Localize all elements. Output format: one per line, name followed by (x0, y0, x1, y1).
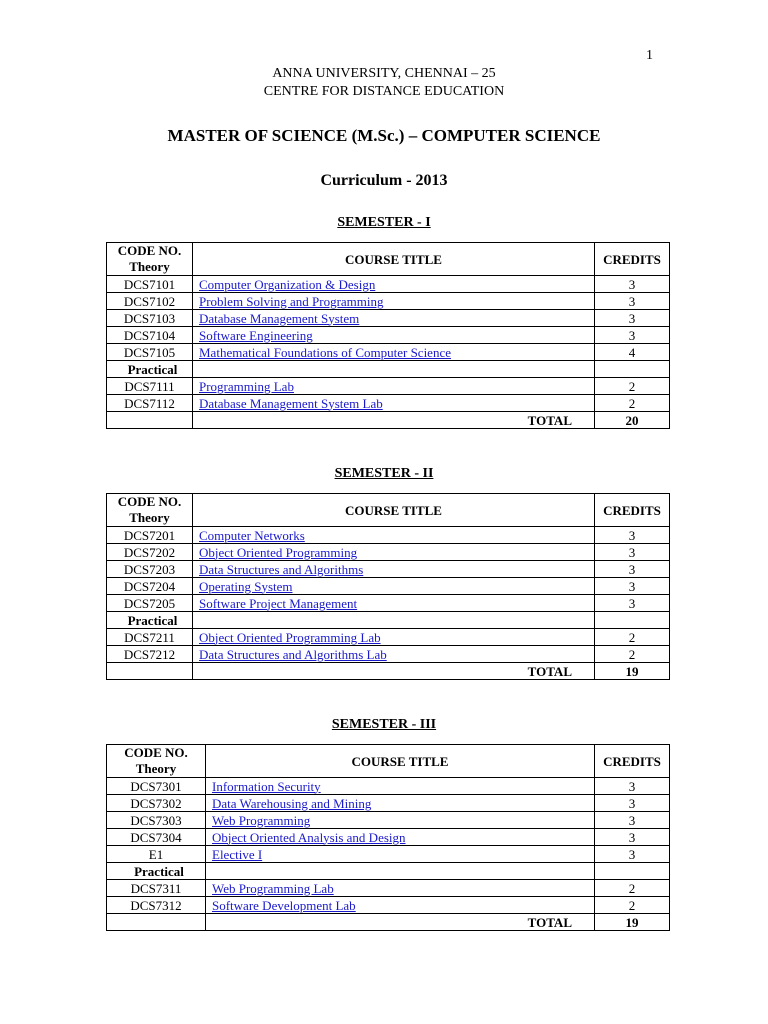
course-credits: 3 (595, 310, 670, 327)
course-title-cell (206, 778, 595, 795)
course-title-cell (206, 897, 595, 914)
code-header (107, 494, 193, 527)
course-code: DCS7302 (107, 795, 206, 812)
table-row (107, 778, 670, 795)
course-title-cell (193, 310, 595, 327)
course-title-cell (193, 595, 595, 612)
table-row (107, 344, 670, 361)
course-code: DCS7204 (107, 578, 193, 595)
course-code: DCS7104 (107, 327, 193, 344)
practical-row (107, 612, 670, 629)
table-row (107, 829, 670, 846)
course-title-link[interactable]: Information Security (212, 778, 321, 794)
course-title-cell (193, 646, 595, 663)
course-code: DCS7112 (107, 395, 193, 412)
course-title-cell (193, 293, 595, 310)
empty-cell (193, 612, 595, 629)
course-title-link[interactable]: Operating System (199, 578, 293, 594)
course-code: DCS7312 (107, 897, 206, 914)
course-credits: 2 (595, 629, 670, 646)
credits-header: CREDITS (595, 243, 670, 276)
course-credits: 3 (595, 578, 670, 595)
course-credits: 3 (595, 293, 670, 310)
course-title-link[interactable]: Data Warehousing and Mining (212, 795, 372, 811)
table-row (107, 327, 670, 344)
course-title-link[interactable]: Software Project Management (199, 595, 358, 611)
course-title-link[interactable]: Object Oriented Programming Lab (199, 629, 381, 645)
course-title-cell (206, 795, 595, 812)
course-title-cell (193, 544, 595, 561)
course-code: DCS7212 (107, 646, 193, 663)
course-title-link[interactable]: Database Management System Lab (199, 395, 383, 411)
centre-name: CENTRE FOR DISTANCE EDUCATION (263, 84, 505, 99)
code-no-label: CODE NO. (117, 243, 182, 258)
empty-cell (107, 663, 193, 680)
course-title-link[interactable]: Elective I (212, 846, 263, 862)
course-credits: 3 (595, 595, 670, 612)
total-label: TOTAL (206, 914, 595, 931)
empty-cell (595, 361, 670, 378)
table-row (107, 846, 670, 863)
empty-cell (107, 412, 193, 429)
practical-label: Practical (107, 612, 193, 629)
course-title-link[interactable]: Web Programming (212, 812, 311, 828)
course-title-cell (193, 327, 595, 344)
course-title-cell (193, 561, 595, 578)
course-title-link[interactable]: Software Development Lab (212, 897, 356, 913)
course-credits: 4 (595, 344, 670, 361)
table-header (107, 745, 670, 778)
course-code: DCS7103 (107, 310, 193, 327)
university-name: ANNA UNIVERSITY, CHENNAI – 25 (272, 66, 496, 81)
table-row (107, 812, 670, 829)
code-header (107, 745, 206, 778)
course-credits: 2 (595, 378, 670, 395)
table-header (107, 243, 670, 276)
course-credits: 3 (595, 544, 670, 561)
total-credits: 20 (595, 412, 670, 429)
course-credits: 3 (595, 829, 670, 846)
curriculum-title: Curriculum - 2013 (320, 172, 448, 189)
total-credits: 19 (595, 663, 670, 680)
course-code: DCS7304 (107, 829, 206, 846)
table-row (107, 527, 670, 544)
course-title-cell (193, 578, 595, 595)
course-code: DCS7102 (107, 293, 193, 310)
semester-heading: SEMESTER - II (334, 466, 434, 481)
course-credits: 3 (595, 778, 670, 795)
table-row (107, 629, 670, 646)
course-code: DCS7311 (107, 880, 206, 897)
course-code: DCS7105 (107, 344, 193, 361)
empty-cell (595, 612, 670, 629)
course-title-link[interactable]: Data Structures and Algorithms Lab (199, 646, 387, 662)
course-title-cell (193, 344, 595, 361)
course-code: DCS7211 (107, 629, 193, 646)
course-title-link[interactable]: Problem Solving and Programming (199, 293, 384, 309)
course-title-header: COURSE TITLE (206, 745, 595, 778)
course-title-cell (193, 378, 595, 395)
table-row (107, 795, 670, 812)
course-code: DCS7301 (107, 778, 206, 795)
course-title-cell (193, 395, 595, 412)
course-title-cell (193, 527, 595, 544)
theory-label: Theory (129, 510, 170, 525)
course-title-link[interactable]: Object Oriented Programming (199, 544, 358, 560)
empty-cell (206, 863, 595, 880)
empty-cell (193, 361, 595, 378)
semester-heading: SEMESTER - III (331, 717, 437, 732)
course-code: DCS7201 (107, 527, 193, 544)
semester-heading: SEMESTER - I (337, 215, 431, 230)
course-title-cell (193, 629, 595, 646)
course-title-link[interactable]: Data Structures and Algorithms (199, 561, 364, 577)
course-credits: 3 (595, 795, 670, 812)
course-title-link[interactable]: Database Management System (199, 310, 360, 326)
course-title-cell (193, 276, 595, 293)
degree-title: MASTER OF SCIENCE (M.Sc.) – COMPUTER SCIENCE (167, 126, 601, 145)
course-code: DCS7101 (107, 276, 193, 293)
empty-cell (595, 863, 670, 880)
semester-1-table (106, 242, 670, 429)
course-credits: 2 (595, 880, 670, 897)
empty-cell (107, 914, 206, 931)
course-code: DCS7203 (107, 561, 193, 578)
total-credits: 19 (595, 914, 670, 931)
course-title-link[interactable]: Web Programming Lab (212, 880, 334, 896)
code-header (107, 243, 193, 276)
practical-label: Practical (107, 863, 206, 880)
course-title-link[interactable]: Software Engineering (199, 327, 313, 343)
table-row (107, 544, 670, 561)
course-title-cell (206, 812, 595, 829)
total-label: TOTAL (193, 412, 595, 429)
table-row (107, 276, 670, 293)
course-title-link[interactable]: Mathematical Foundations of Computer Science (199, 344, 451, 360)
table-row (107, 395, 670, 412)
course-credits: 3 (595, 527, 670, 544)
course-title-link[interactable]: Computer Networks (199, 527, 305, 543)
semester-2-table (106, 493, 670, 680)
course-credits: 2 (595, 395, 670, 412)
course-code: E1 (107, 846, 206, 863)
practical-row (107, 361, 670, 378)
course-code: DCS7205 (107, 595, 193, 612)
page-number: 1 (646, 48, 653, 63)
table-row (107, 561, 670, 578)
course-title-link[interactable]: Programming Lab (199, 378, 294, 394)
theory-label: Theory (129, 259, 170, 274)
course-title-link[interactable]: Object Oriented Analysis and Design (212, 829, 406, 845)
course-credits: 3 (595, 327, 670, 344)
course-code: DCS7303 (107, 812, 206, 829)
course-credits: 3 (595, 846, 670, 863)
total-label: TOTAL (193, 663, 595, 680)
total-row (107, 914, 670, 931)
course-title-link[interactable]: Computer Organization & Design (199, 276, 376, 292)
course-title-header: COURSE TITLE (193, 243, 595, 276)
table-row (107, 578, 670, 595)
course-code: DCS7202 (107, 544, 193, 561)
course-title-header: COURSE TITLE (193, 494, 595, 527)
practical-label: Practical (107, 361, 193, 378)
table-row (107, 646, 670, 663)
table-header (107, 494, 670, 527)
course-title-cell (206, 829, 595, 846)
code-no-label: CODE NO. (117, 494, 182, 509)
total-row (107, 412, 670, 429)
course-credits: 3 (595, 812, 670, 829)
table-row (107, 310, 670, 327)
total-row (107, 663, 670, 680)
course-title-cell (206, 846, 595, 863)
course-credits: 2 (595, 646, 670, 663)
credits-header: CREDITS (595, 745, 670, 778)
course-credits: 2 (595, 897, 670, 914)
table-row (107, 880, 670, 897)
course-title-cell (206, 880, 595, 897)
course-credits: 3 (595, 561, 670, 578)
table-row (107, 897, 670, 914)
table-row (107, 378, 670, 395)
course-code: DCS7111 (107, 378, 193, 395)
semester-3-table (106, 744, 670, 931)
code-no-label: CODE NO. (124, 745, 188, 760)
credits-header: CREDITS (595, 494, 670, 527)
practical-row (107, 863, 670, 880)
table-row (107, 595, 670, 612)
table-row (107, 293, 670, 310)
theory-label: Theory (135, 761, 177, 776)
course-credits: 3 (595, 276, 670, 293)
